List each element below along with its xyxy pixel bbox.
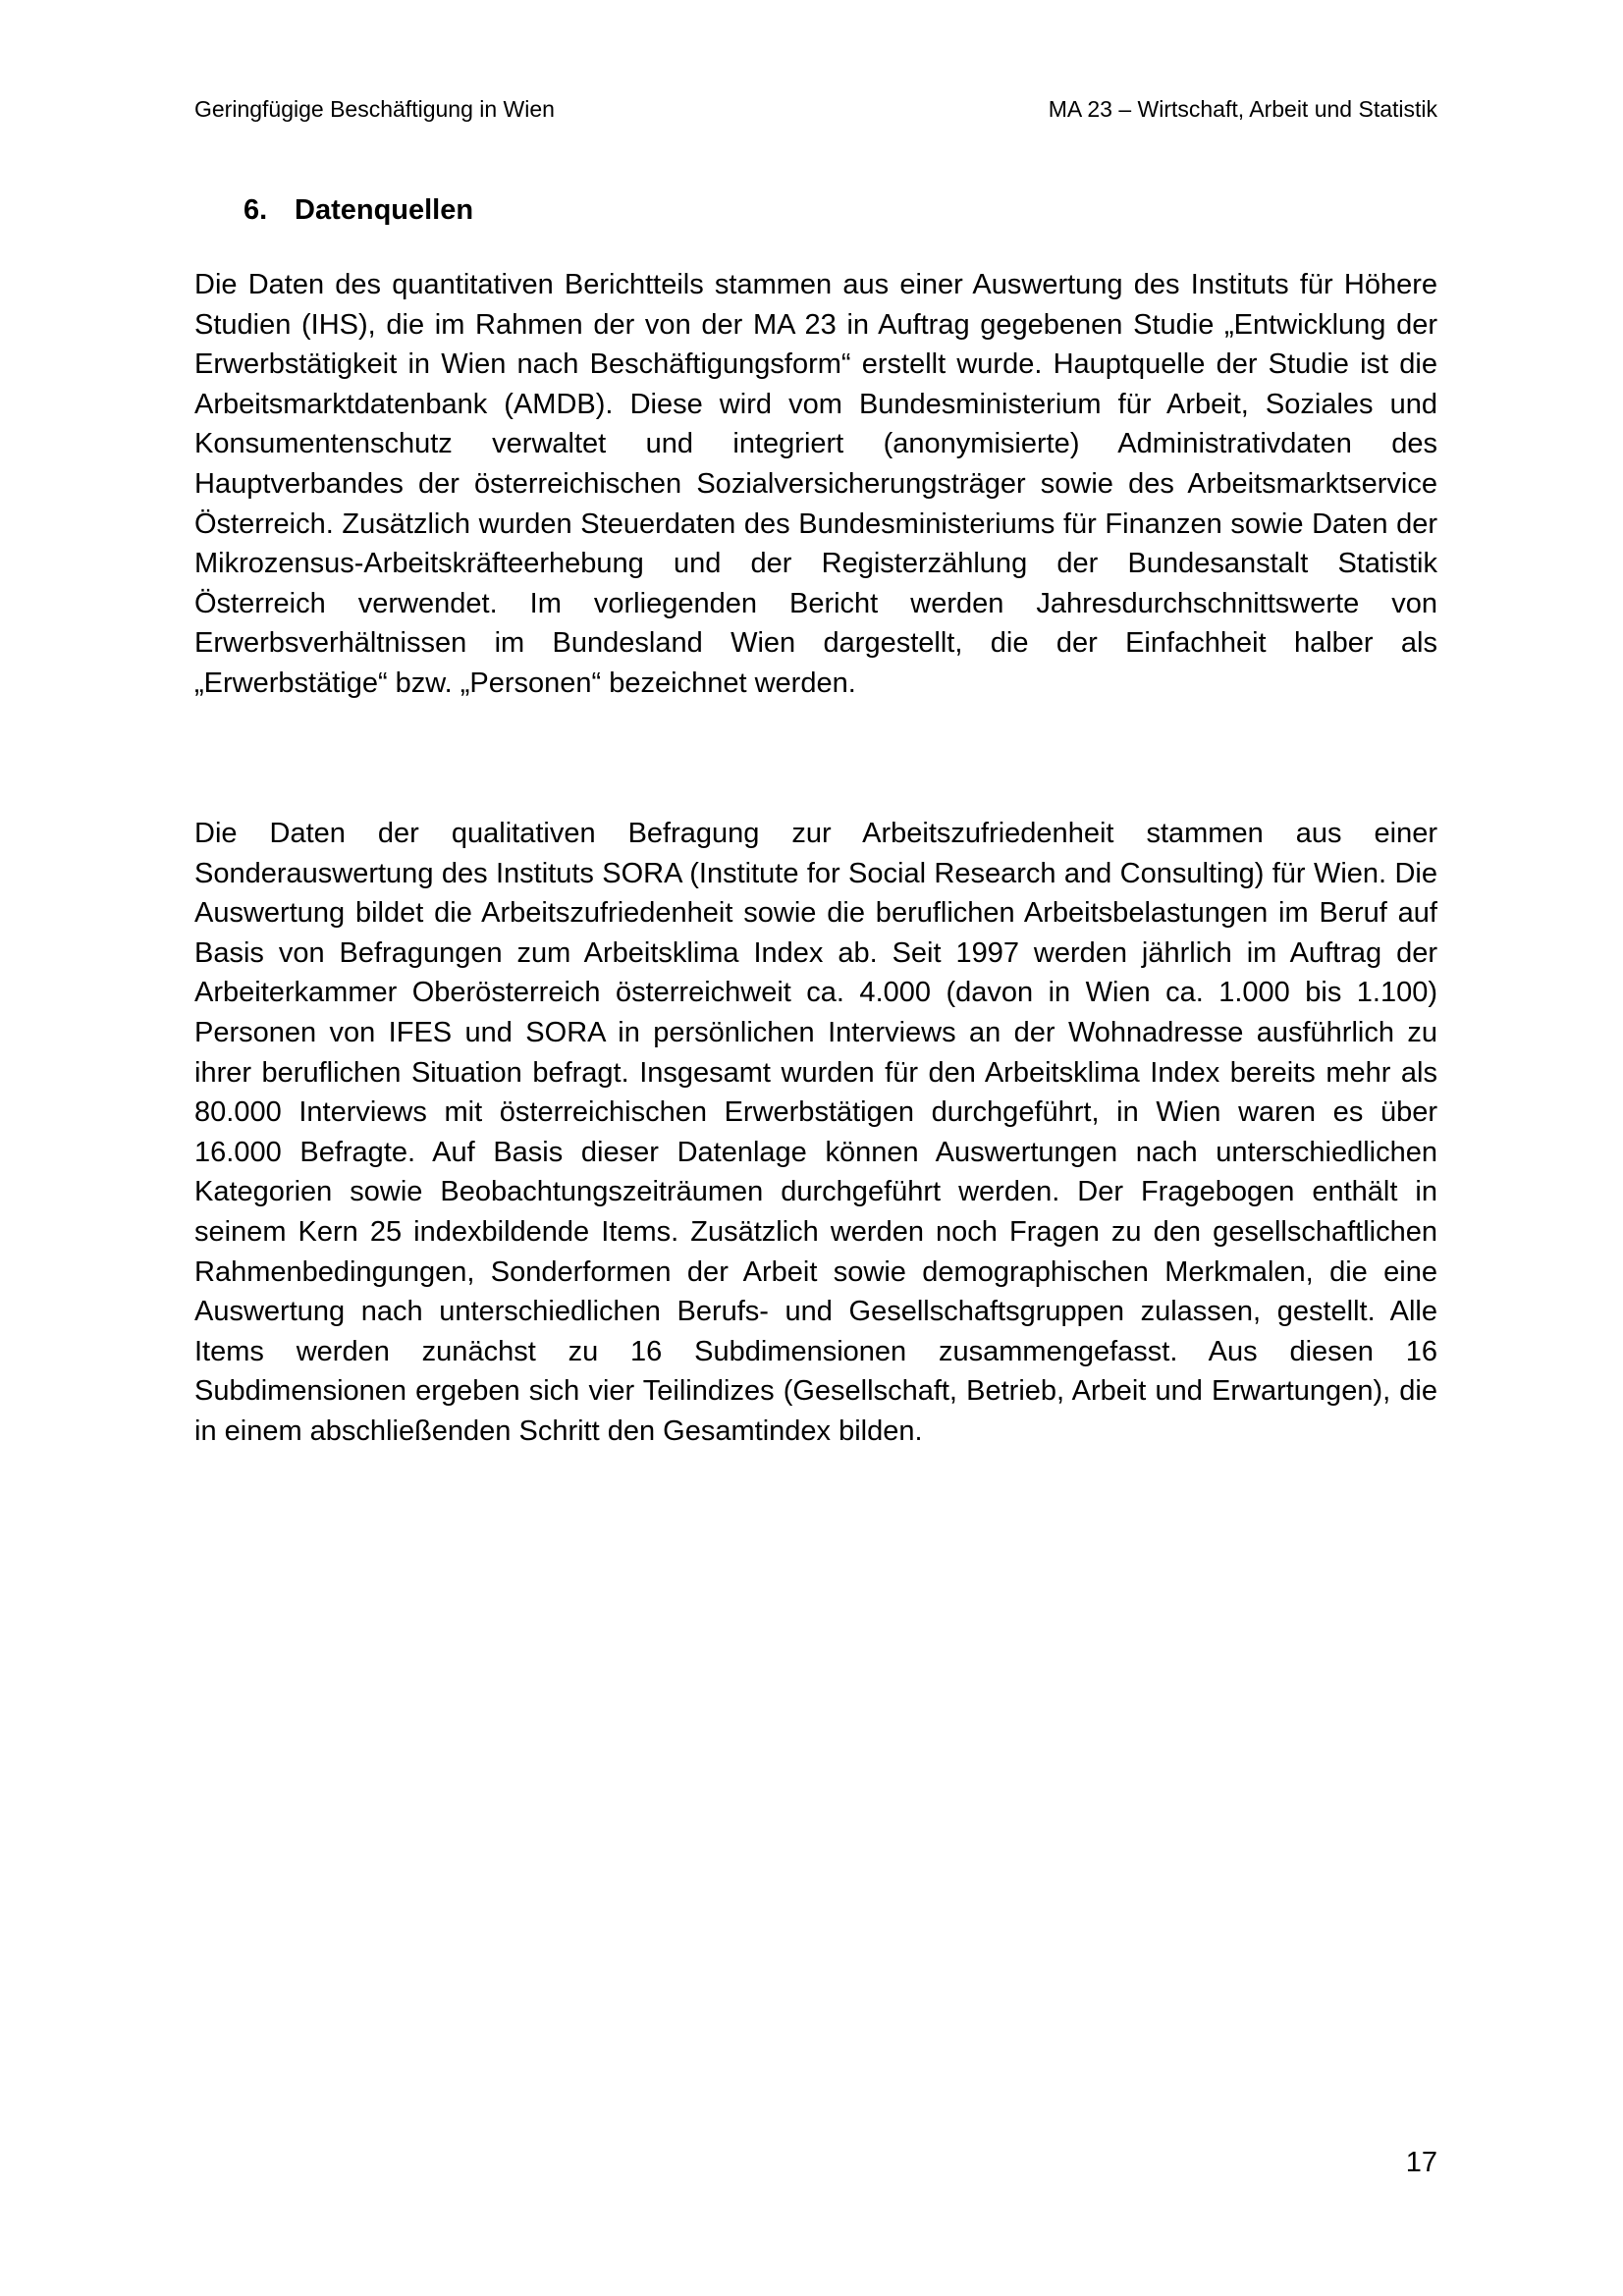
running-header-department: MA 23 – Wirtschaft, Arbeit und Statistik xyxy=(1048,96,1437,122)
section-heading xyxy=(243,192,473,228)
paragraph-quantitative-data: Die Daten des quantitativen Berichtteils stammen aus einer Auswertung des Instituts für Höhere Studien (IHS), die im Rahmen der von der MA 23 in Auftrag gegebenen Studie „Entwicklung der Erwerbstätigkeit in Wien nach Beschäftigungsform“ erstellt wurde. Hauptquelle der Studie ist die Arbeitsmarktdatenbank (AMDB). Diese wird vom Bundesministerium für Arbeit, Soziales und Konsumentenschutz verwaltet und integriert (anonymisierte) Administrativdaten des Hauptverbandes der österreichischen Sozialversicherungsträger sowie des Arbeitsmarktservice Österreich. Zusätzlich wurden Steuerdaten des Bundesministeriums für Finanzen sowie Daten der Mikrozensus-Arbeitskräfteerhebung und der Registerzählung der Bundesanstalt Statistik Österreich verwendet. Im vorliegenden Bericht werden Jahresdurchschnittswerte von Erwerbsverhältnissen im Bundesland Wien dargestellt, die der Einfachheit halber als „Erwerbstätige“ bzw. „Personen“ bezeichnet werden. xyxy=(194,269,1437,699)
page-number: 17 xyxy=(1405,2147,1437,2178)
section-title: Datenquellen xyxy=(295,194,474,226)
running-header-title: Geringfügige Beschäftigung in Wien xyxy=(194,96,555,122)
paragraph-qualitative-data: Die Daten der qualitativen Befragung zur Arbeitszufriedenheit stammen aus einer Sonderauswertung des Instituts SORA (Institute for Social Research and Consulting) für Wien. Die Auswertung bildet die Arbeitszufriedenheit sowie die beruflichen Arbeitsbelastungen im Beruf auf Basis von Befragungen zum Arbeitsklima Index ab. Seit 1997 werden jährlich im Auftrag der Arbeiterkammer Oberösterreich österreichweit ca. 4.000 (davon in Wien ca. 1.000 bis 1.100) Personen von IFES und SORA in persönlichen Interviews an der Wohnadresse ausführlich zu ihrer beruflichen Situation befragt. Insgesamt wurden für den Arbeitsklima Index bereits mehr als 80.000 Interviews mit österreichischen Erwerbstätigen durchgeführt, in Wien waren es über 16.000 Befragte. Auf Basis dieser Datenlage können Auswertungen nach unterschiedlichen Kategorien sowie Beobachtungszeiträumen durchgeführt werden. Der Fragebogen enthält in seinem Kern 25 indexbildende Items. Zusätzlich werden noch Fragen zu den gesellschaftlichen Rahmenbedingungen, Sonderformen der Arbeit sowie demographischen Merkmalen, die eine Auswertung nach unterschiedlichen Berufs- und Gesellschaftsgruppen zulassen, gestellt. Alle Items werden zunächst zu 16 Subdimensionen zusammengefasst. Aus diesen 16 Subdimensionen ergeben sich vier Teilindizes (Gesellschaft, Betrieb, Arbeit und Erwartungen), die in einem abschließenden Schritt den Gesamtindex bilden. xyxy=(194,818,1437,1447)
section-number: 6. xyxy=(243,194,268,226)
